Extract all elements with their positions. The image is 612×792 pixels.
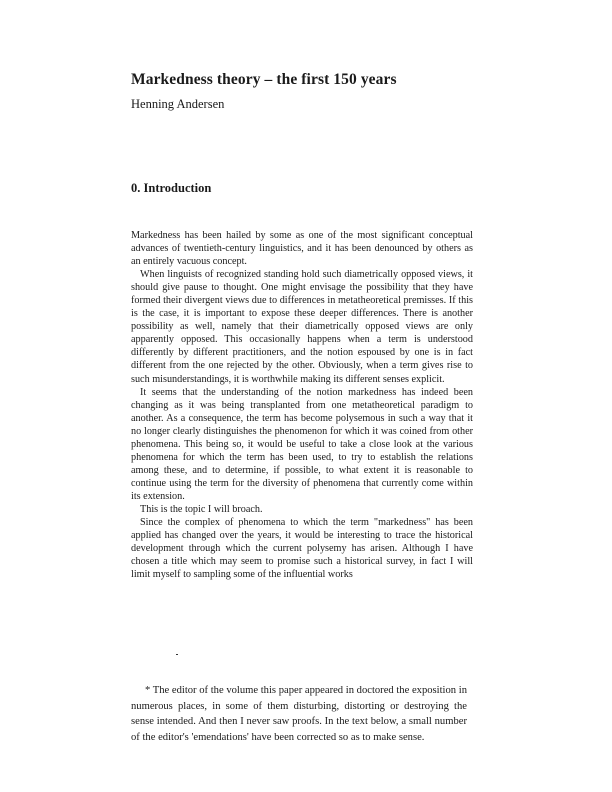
paragraph-1: Markedness has been hailed by some as one of the most significant conceptual advances of twentieth-century linguistics, and it has been denounced by others as an entirely vacuous concept. — [131, 230, 473, 268]
author-name: Henning Andersen — [131, 97, 225, 111]
paragraph-3: It seems that the understanding of the notion markedness has indeed been changing as it was being transplanted from one metatheoretical paradigm to another. As a consequence, the term has become polysemous in such a way that it no longer clearly distinguishes the phenomenon for which it was coined from other phenomena. This being so, it would be useful to take a close look at the various phenomena for which the term has been used, to try to establish the relations among these, and to determine, if possible, to what extent it is reasonable to continue using the term for the diversity of phenomena that currently come within its extension. — [131, 386, 473, 502]
paragraph-2: When linguists of recognized standing hold such diametrically opposed views, it should give pause to thought. One might envisage the possibility that they have formed their divergent views due to differences in metatheoretical premisses. If this is the case, it is important to expose these deeper differences. There is another possibility as well, namely that their diametrically opposed views are only apparently opposed. This occasionally happens when a term is understood differently by different practitioners, and the notion espoused by one is in fact different from the one rejected by the other. Obviously, when a term gives rise to such misunderstandings, it is worthwhile making its different senses explicit. — [131, 269, 473, 385]
paper-title: Markedness theory – the first 150 years — [131, 71, 397, 88]
section-heading: 0. Introduction — [131, 181, 212, 195]
paragraph-4: This is the topic I will broach. — [140, 503, 263, 515]
footnote-rule — [176, 654, 178, 655]
body-text — [131, 229, 473, 581]
footnote: * The editor of the volume this paper appeared in doctored the exposition in numerous places, in some of them disturbing, distorting or destroying the sense intended. And then I never saw proofs. In the text below, a small number of the editor's 'emendations' have been corrected so as to make sense. — [131, 685, 467, 743]
paragraph-5: Since the complex of phenomena to which the term "markedness" has been applied has changed over the years, it would be interesting to trace the historical development through which the current polysemy has arisen. Although I have chosen a title which may seem to promise such a historical survey, in fact I will limit myself to sampling some of the influential works — [131, 517, 473, 581]
